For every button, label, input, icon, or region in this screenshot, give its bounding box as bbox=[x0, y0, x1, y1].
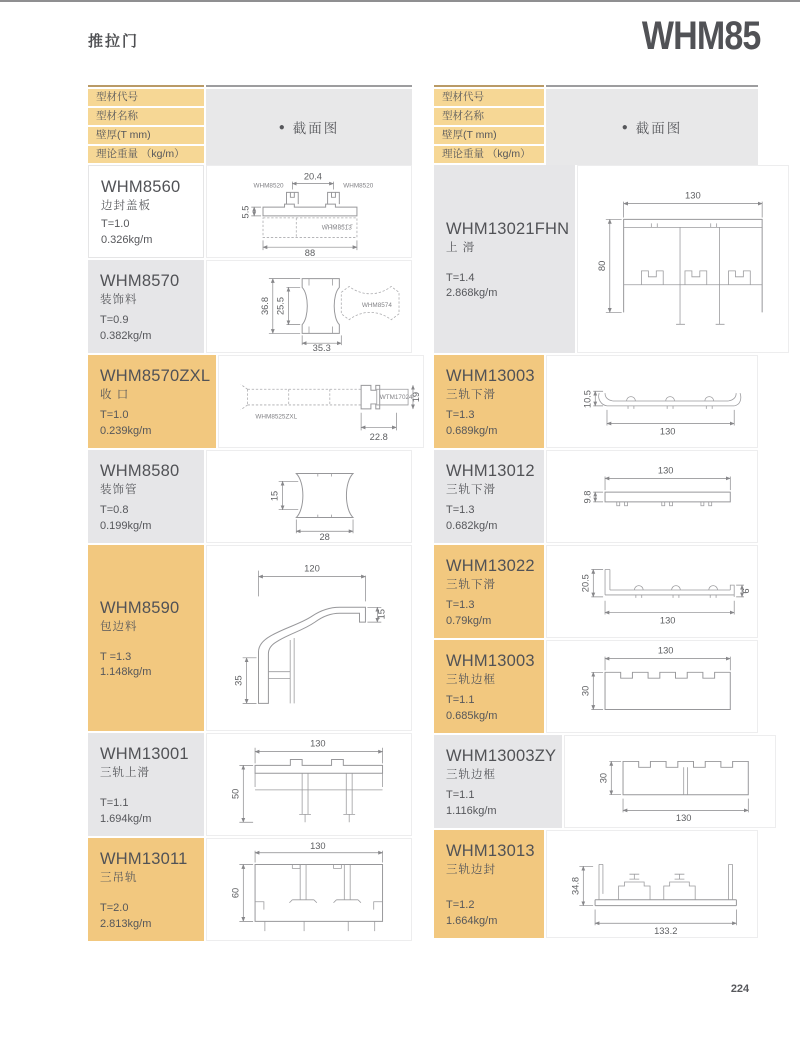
profile-name: 三吊轨 bbox=[100, 872, 138, 884]
dimension-lines bbox=[591, 657, 730, 710]
profile-name: 三轨上滑 bbox=[100, 767, 150, 779]
profile-info-cell bbox=[88, 545, 204, 731]
thickness-value: T =1.3 bbox=[100, 650, 132, 663]
section-drawing-svg bbox=[207, 546, 411, 730]
profile-code: WHM13001 bbox=[100, 745, 189, 763]
part-label: WTM17024 bbox=[379, 394, 413, 402]
profile-code: WHM13012 bbox=[446, 462, 535, 480]
profile-name: 装饰料 bbox=[100, 294, 138, 306]
dim-label: 130 bbox=[676, 813, 692, 824]
dim-label: 130 bbox=[659, 426, 676, 437]
dim-label: 10.5 bbox=[582, 390, 593, 409]
dim-label: 130 bbox=[310, 738, 326, 749]
dim-label: 80 bbox=[596, 260, 608, 272]
profile-code: WHM13003ZY bbox=[446, 747, 557, 765]
thickness-value: T=1.1 bbox=[100, 797, 129, 809]
profile-name: 收 口 bbox=[100, 389, 130, 401]
dim-label: 15 bbox=[375, 609, 387, 620]
weight-value: 0.689kg/m bbox=[446, 424, 498, 437]
header-top-rule-gray bbox=[546, 85, 758, 87]
header-row-name: 型材名称 bbox=[88, 108, 204, 125]
weight-value: 0.382kg/m bbox=[100, 329, 152, 342]
dim-label: 130 bbox=[657, 465, 674, 476]
profile-name: 边封盖板 bbox=[101, 200, 151, 212]
section-header-label: 截面图 bbox=[635, 121, 683, 136]
dim-label: 34.8 bbox=[570, 876, 581, 896]
section-drawing-svg bbox=[547, 641, 757, 732]
dim-label: 25.5 bbox=[275, 296, 286, 316]
profile-code: WHM8570ZXL bbox=[100, 367, 211, 385]
dimension-lines bbox=[591, 569, 744, 614]
bullet-icon: ● bbox=[621, 121, 630, 133]
dim-label: 35.3 bbox=[312, 343, 331, 352]
dim-label: 20.5 bbox=[580, 574, 591, 593]
thickness-value: T=0.9 bbox=[100, 314, 129, 326]
profile-row-whm13003-xiahua bbox=[434, 355, 758, 448]
thickness-value: T=1.1 bbox=[446, 694, 475, 706]
profile-name: 上 滑 bbox=[446, 241, 476, 254]
page-category-title: 推拉门 bbox=[88, 33, 140, 50]
thickness-value: T=2.0 bbox=[100, 902, 129, 914]
section-drawing-svg bbox=[207, 839, 411, 940]
profile-code: WHM13013 bbox=[446, 842, 535, 860]
section-drawing-cell bbox=[577, 165, 789, 353]
dim-label: 15 bbox=[269, 490, 280, 502]
profile-info-cell bbox=[88, 450, 204, 543]
weight-value: 2.813kg/m bbox=[100, 917, 152, 930]
series-title: WHM85 bbox=[641, 14, 760, 58]
dim-label: 35 bbox=[232, 675, 244, 686]
profile-shape bbox=[623, 761, 748, 794]
profile-shape bbox=[624, 219, 763, 324]
profile-row-whm13021fhn bbox=[434, 165, 758, 353]
thickness-value: T=1.4 bbox=[446, 271, 475, 284]
header-row-weight: 理论重量 （kg/m） bbox=[88, 146, 204, 163]
dim-label: 19 bbox=[411, 391, 422, 403]
dimension-lines bbox=[593, 391, 734, 425]
page-top-rule bbox=[0, 0, 800, 2]
thickness-value: T=1.2 bbox=[446, 899, 475, 911]
weight-value: 1.116kg/m bbox=[446, 804, 497, 817]
header-row-code: 型材代号 bbox=[88, 89, 204, 106]
section-drawing-cell bbox=[206, 165, 412, 258]
profile-code: WHM13021FHN bbox=[446, 219, 570, 238]
dim-label: 28 bbox=[319, 532, 330, 542]
part-label: WHM8513 bbox=[321, 224, 352, 232]
section-drawing-svg bbox=[547, 451, 757, 542]
profile-code: WHM13011 bbox=[100, 850, 188, 868]
dim-label: 6 bbox=[740, 588, 751, 594]
profile-shape bbox=[605, 492, 730, 506]
section-drawing-svg bbox=[547, 546, 757, 637]
profile-table-left bbox=[88, 85, 422, 943]
table-header-left bbox=[88, 85, 412, 165]
dim-label: 120 bbox=[304, 562, 320, 574]
section-drawing-svg bbox=[547, 831, 757, 937]
section-drawing-svg bbox=[547, 356, 757, 447]
thickness-value: T=1.3 bbox=[446, 504, 475, 516]
profile-info-cell bbox=[434, 735, 562, 828]
profile-code: WHM8560 bbox=[101, 178, 181, 196]
profile-row-whm8570 bbox=[88, 260, 412, 353]
section-drawing-cell bbox=[206, 450, 412, 543]
profile-row-whm13001 bbox=[88, 733, 412, 836]
profile-code: WHM8570 bbox=[100, 272, 180, 290]
section-drawing-cell bbox=[206, 733, 412, 836]
dim-label: 130 bbox=[659, 615, 676, 626]
header-row-name: 型材名称 bbox=[434, 108, 544, 125]
profile-info-cell bbox=[434, 165, 575, 353]
table-header-right bbox=[434, 85, 758, 165]
dim-label: 133.2 bbox=[654, 926, 678, 937]
dimension-lines bbox=[239, 851, 382, 922]
section-drawing-cell bbox=[546, 545, 758, 638]
section-drawing-cell bbox=[206, 545, 412, 731]
section-drawing-cell bbox=[546, 830, 758, 938]
profile-row-whm13022 bbox=[434, 545, 758, 638]
section-drawing-svg bbox=[207, 734, 411, 835]
header-section-column bbox=[206, 85, 412, 165]
section-header-label: 截面图 bbox=[292, 121, 340, 136]
profile-info-cell bbox=[88, 165, 204, 258]
weight-value: 1.694kg/m bbox=[100, 812, 152, 825]
profile-name: 包边料 bbox=[100, 620, 138, 633]
dim-label: 88 bbox=[304, 248, 316, 257]
dim-label: 20.4 bbox=[303, 171, 322, 182]
profile-row-whm13003zy bbox=[434, 735, 758, 828]
profile-row-whm8590 bbox=[88, 545, 412, 731]
section-drawing-svg bbox=[207, 261, 411, 352]
profile-shape bbox=[599, 393, 741, 409]
weight-value: 1.148kg/m bbox=[100, 666, 152, 678]
header-row-thickness: 壁厚(T mm) bbox=[434, 127, 544, 144]
weight-value: 0.685kg/m bbox=[446, 709, 498, 722]
dimension-lines bbox=[361, 385, 413, 430]
thickness-value: T=1.3 bbox=[446, 599, 475, 611]
dim-label: 130 bbox=[310, 840, 326, 851]
section-drawing-cell bbox=[546, 355, 758, 448]
section-header bbox=[546, 89, 758, 165]
dim-label: 9.8 bbox=[582, 490, 593, 504]
section-drawing-cell bbox=[564, 735, 776, 828]
profile-shape bbox=[255, 759, 382, 822]
header-top-rule-gray bbox=[206, 85, 412, 87]
profile-code: WHM8580 bbox=[100, 462, 180, 480]
profile-info-cell bbox=[434, 450, 544, 543]
profile-name: 三轨下滑 bbox=[446, 579, 496, 591]
profile-shape bbox=[255, 864, 382, 931]
thickness-value: T=0.8 bbox=[100, 504, 129, 516]
dim-label: 36.8 bbox=[259, 296, 270, 316]
dim-label: 60 bbox=[230, 887, 241, 899]
profile-name: 三轨边封 bbox=[446, 864, 496, 876]
weight-value: 0.239kg/m bbox=[100, 424, 152, 437]
profile-info-cell bbox=[434, 545, 544, 638]
thickness-value: T=1.3 bbox=[446, 409, 475, 421]
section-drawing-svg bbox=[565, 736, 775, 827]
profile-code: WHM13003 bbox=[446, 652, 535, 670]
section-drawing-cell bbox=[546, 640, 758, 733]
dim-label: 130 bbox=[685, 189, 701, 201]
profile-table-right bbox=[434, 85, 758, 940]
profile-code: WHM13022 bbox=[446, 557, 535, 575]
dimension-lines bbox=[239, 748, 382, 823]
section-drawing-svg bbox=[207, 451, 411, 542]
dimension-lines bbox=[606, 202, 762, 313]
weight-value: 1.664kg/m bbox=[446, 914, 498, 927]
part-label: WHM8520 bbox=[343, 182, 374, 190]
profile-row-whm8570zxl bbox=[88, 355, 422, 448]
profile-row-whm13011 bbox=[88, 838, 412, 941]
page-number: 224 bbox=[730, 983, 750, 995]
thickness-value: T=1.0 bbox=[100, 409, 129, 421]
part-label: WHM8574 bbox=[361, 301, 392, 309]
profile-shape bbox=[605, 569, 734, 597]
section-drawing-svg bbox=[578, 166, 788, 352]
profile-row-whm8580 bbox=[88, 450, 412, 543]
profile-name: 三轨下滑 bbox=[446, 389, 496, 401]
profile-code: WHM13003 bbox=[446, 367, 535, 385]
thickness-value: T=1.0 bbox=[101, 218, 130, 230]
profile-shape bbox=[595, 864, 736, 905]
profile-info-cell bbox=[434, 640, 544, 733]
part-label: WHM8520 bbox=[253, 182, 284, 190]
header-section-column bbox=[546, 85, 758, 165]
dim-label: 130 bbox=[657, 645, 674, 656]
section-drawing-cell bbox=[218, 355, 424, 448]
profile-code: WHM8590 bbox=[100, 598, 180, 617]
profile-shape bbox=[605, 672, 730, 709]
profile-info-cell bbox=[88, 838, 204, 941]
profile-info-cell bbox=[88, 355, 216, 448]
dimension-lines bbox=[243, 571, 382, 704]
profile-row-whm13012 bbox=[434, 450, 758, 543]
dim-label: 22.8 bbox=[369, 432, 388, 443]
section-drawing-cell bbox=[206, 260, 412, 353]
dimension-lines bbox=[610, 761, 749, 812]
profile-name: 三轨下滑 bbox=[446, 484, 496, 496]
profile-name: 三轨边框 bbox=[446, 674, 496, 686]
profile-info-cell bbox=[434, 355, 544, 448]
section-drawing-cell bbox=[206, 838, 412, 941]
bullet-icon: ● bbox=[278, 121, 287, 133]
profile-name: 三轨边框 bbox=[446, 769, 496, 781]
profile-info-cell bbox=[88, 260, 204, 353]
section-drawing-cell bbox=[546, 450, 758, 543]
dimension-lines bbox=[593, 476, 730, 501]
weight-value: 0.682kg/m bbox=[446, 519, 498, 532]
thickness-value: T=1.1 bbox=[446, 789, 475, 801]
dimension-lines bbox=[279, 481, 353, 533]
dim-label: 30 bbox=[580, 685, 591, 697]
weight-value: 2.868kg/m bbox=[446, 287, 498, 299]
profile-info-cell bbox=[434, 830, 544, 938]
profile-row-whm13013 bbox=[434, 830, 758, 938]
weight-value: 0.199kg/m bbox=[100, 519, 152, 532]
profile-info-cell bbox=[88, 733, 204, 836]
profile-name: 装饰管 bbox=[100, 484, 138, 496]
section-header bbox=[206, 89, 412, 165]
dim-label: 5.5 bbox=[240, 205, 251, 219]
header-row-code: 型材代号 bbox=[434, 89, 544, 106]
header-label-column bbox=[434, 85, 544, 165]
header-label-column bbox=[88, 85, 204, 165]
dim-label: 50 bbox=[230, 788, 241, 799]
header-row-weight: 理论重量 （kg/m） bbox=[434, 146, 544, 163]
section-drawing-svg bbox=[207, 166, 411, 257]
part-label: WHM8525ZXL bbox=[255, 413, 298, 421]
dim-label: 30 bbox=[598, 772, 609, 784]
weight-value: 0.79kg/m bbox=[446, 614, 492, 627]
profile-row-whm8560 bbox=[88, 165, 412, 258]
weight-value: 0.326kg/m bbox=[101, 233, 153, 246]
section-drawing-svg bbox=[219, 356, 423, 447]
profile-shape bbox=[258, 607, 365, 703]
header-top-rule-tan bbox=[88, 85, 204, 87]
header-row-thickness: 壁厚(T mm) bbox=[88, 127, 204, 144]
profile-shape bbox=[296, 474, 353, 518]
header-top-rule-tan bbox=[434, 85, 544, 87]
profile-row-whm13003-biankuang bbox=[434, 640, 758, 733]
